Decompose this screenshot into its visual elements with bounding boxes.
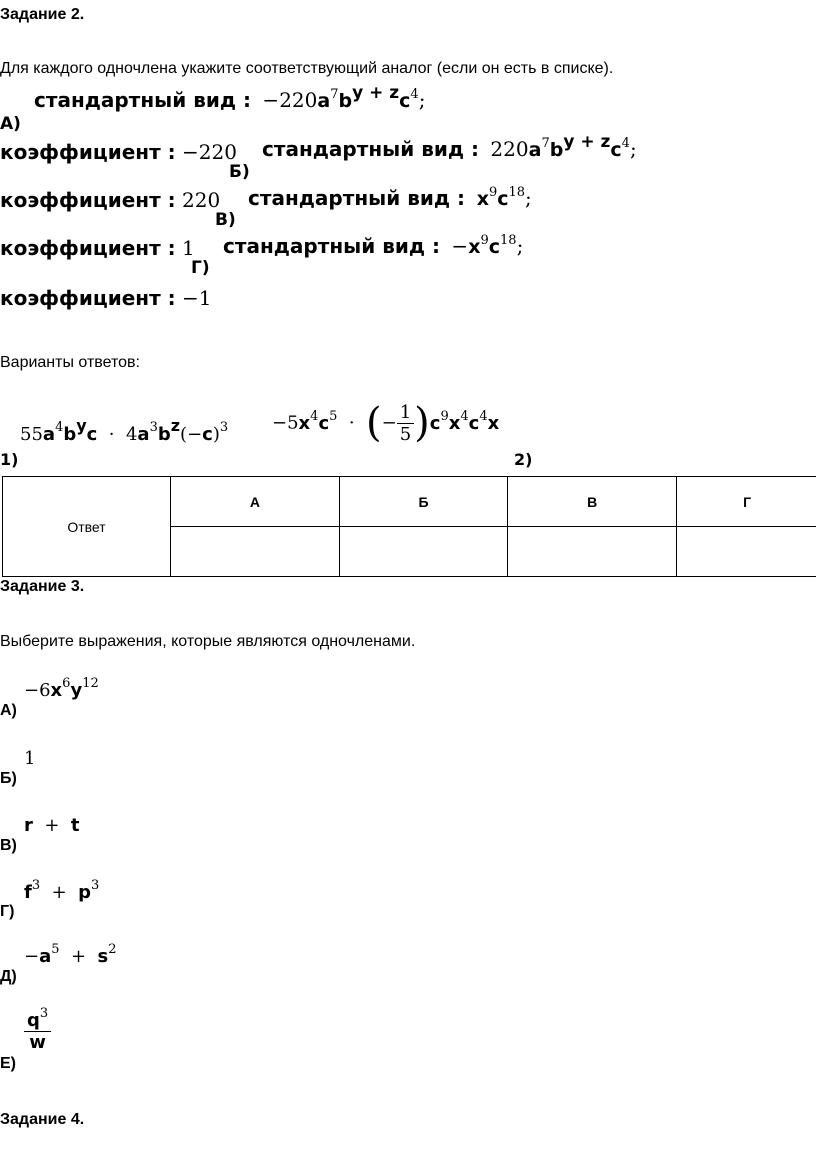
task3-expr-b: 1 — [24, 748, 36, 769]
task2-instruction: Для каждого одночлена укажите соответствующий аналог (если он есть в списке). — [0, 60, 614, 77]
item-a-letter: А) — [0, 114, 21, 134]
task3-expr-e: $-a^5 + s^2$ — [24, 942, 117, 967]
answer-col-v: В — [508, 477, 677, 527]
item-c-coef: коэффициент : 1 — [0, 236, 195, 260]
answer-cell-g[interactable] — [677, 527, 816, 577]
answer-cell-a[interactable] — [171, 527, 340, 577]
answer-row-label: Ответ — [3, 477, 171, 577]
item-b-coef: коэффициент : 220 — [0, 188, 221, 212]
task2-title: Задание 2. — [0, 6, 85, 23]
item-d-standard-form: стандартный вид : $-x^9c^{18}$; — [223, 233, 524, 258]
task3-instruction: Выберите выражения, которые являются одночленами. — [0, 633, 416, 650]
item-b-standard-form: стандартный вид : $220a^7b^{y + z}c^4$; — [262, 132, 637, 161]
item-c-letter: В) — [215, 210, 236, 230]
item-d-letter: Г) — [191, 258, 210, 278]
item-a-coef: коэффициент : −220 — [0, 140, 237, 164]
option-2-label: 2) — [514, 450, 533, 469]
item-b-letter: Б) — [229, 162, 250, 182]
answer-col-a: А — [171, 477, 340, 527]
item-d-coef: коэффициент : −1 — [0, 286, 212, 310]
option-1-label: 1) — [0, 450, 19, 469]
task3-letter-b: Б) — [0, 770, 17, 787]
task3-letter-c: В) — [0, 837, 17, 854]
task3-expr-d: $f^3 + p^3$ — [24, 878, 100, 903]
answer-table — [2, 476, 816, 577]
task3-letter-a: А) — [0, 702, 17, 719]
answer-cell-b[interactable] — [339, 527, 507, 577]
task3-title: Задание 3. — [0, 578, 85, 595]
task4-title: Задание 4. — [0, 1111, 85, 1128]
item-c-standard-form: стандартный вид : $x^9c^{18}$; — [248, 185, 532, 210]
task3-expr-f: $\frac{q^3}{w}$ — [24, 1010, 51, 1053]
answer-col-g: Г — [677, 477, 816, 527]
task3-letter-e: Д) — [0, 968, 17, 985]
task3-letter-f: Е) — [0, 1055, 16, 1072]
answer-cell-v[interactable] — [508, 527, 677, 577]
task3-expr-a: $-6x^6y^{12}$ — [24, 676, 99, 701]
option-1-expression: $55a^4b^yc \cdot 4a^3b^z(-c)^3$ — [20, 416, 229, 445]
item-a-standard-form: стандартный вид : $-220a^7b^{y + z}c^4$; — [34, 83, 426, 112]
task3-letter-d: Г) — [0, 903, 15, 920]
variants-label: Варианты ответов: — [0, 354, 140, 371]
answer-col-b: Б — [339, 477, 507, 527]
option-2-expression: $-5x^4c^5$ · (− $\frac{1}{5}$ )$c^9x^4c^4x$ — [272, 400, 500, 446]
task3-expr-c: r + t — [24, 815, 80, 836]
